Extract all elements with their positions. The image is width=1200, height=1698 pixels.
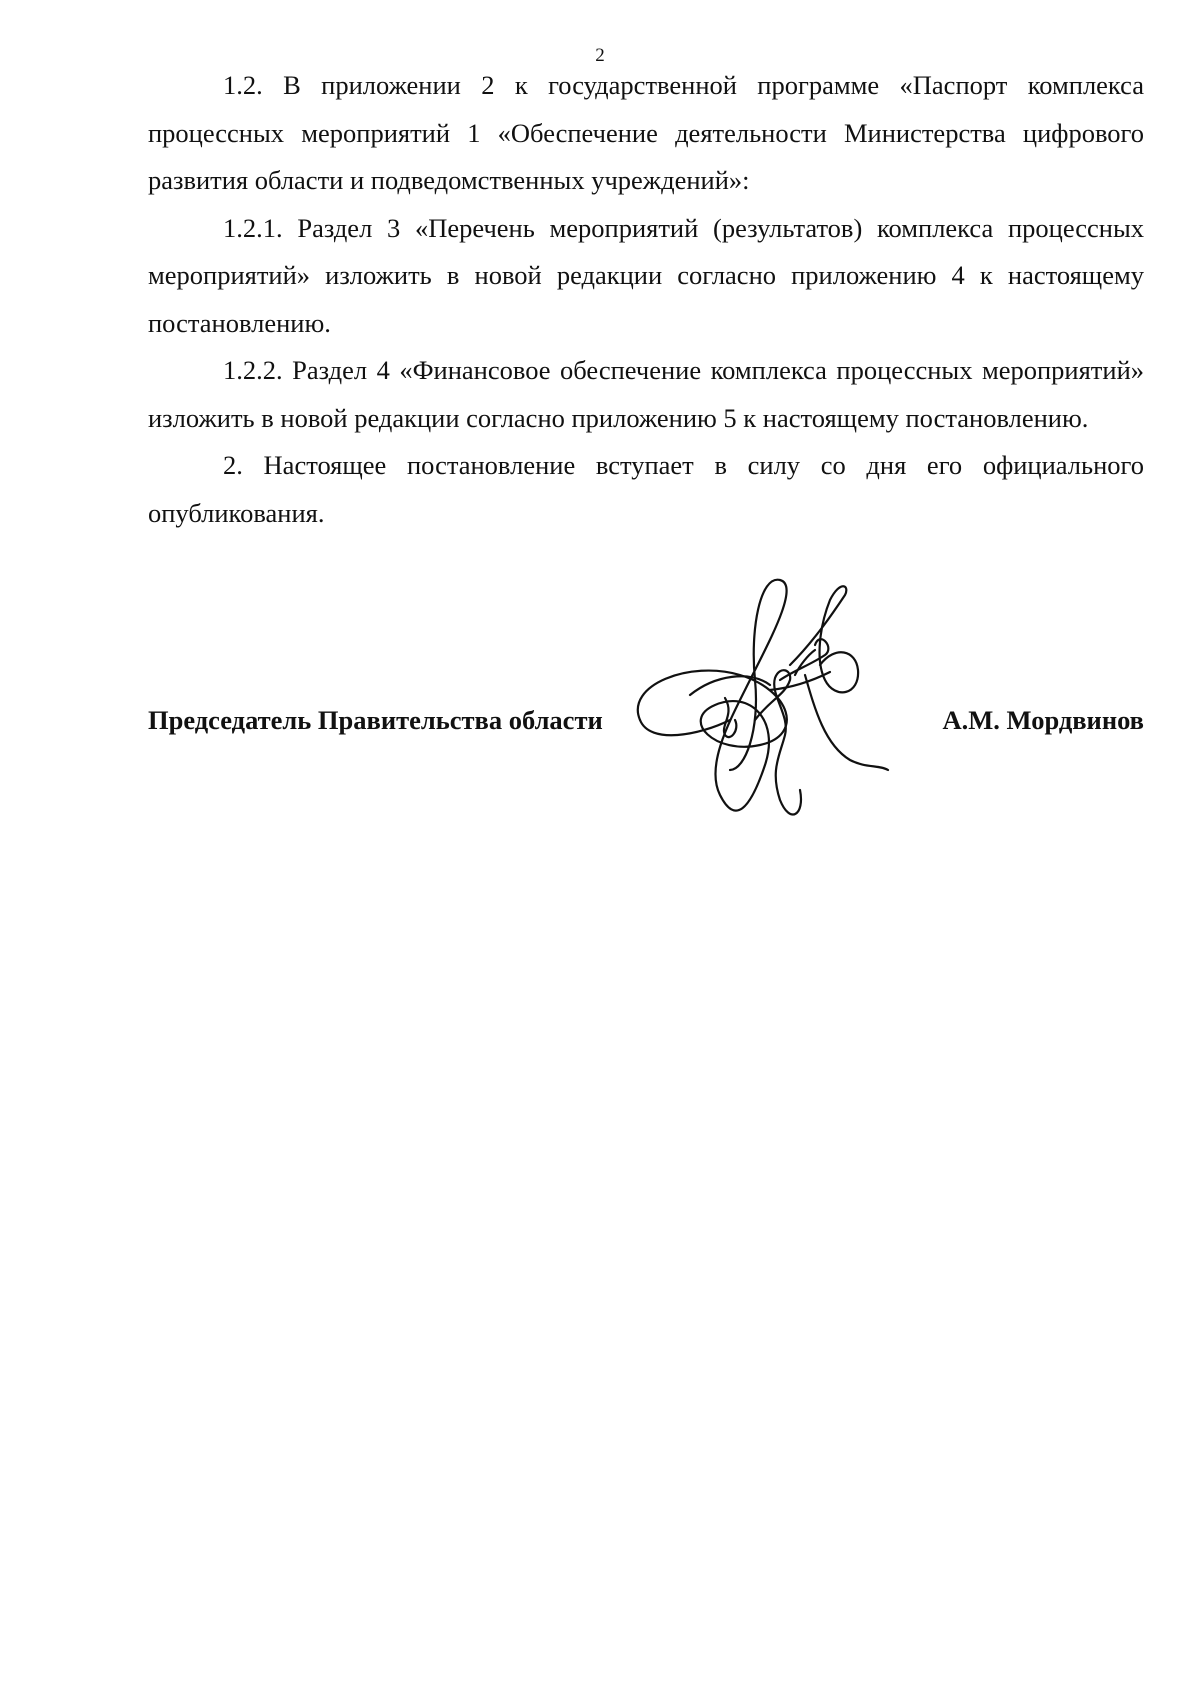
signer-position: Председатель Правительства области bbox=[148, 705, 603, 735]
handwritten-signature bbox=[620, 570, 920, 870]
signer-name: А.М. Мордвинов bbox=[942, 705, 1144, 735]
document-body bbox=[148, 62, 1144, 537]
paragraph-1-2-2: 1.2.2. Раздел 4 «Финансовое обеспечение комплекса процессных мероприятий» изложить в новой редакции согласно приложению 5 к настоящему постановлению. bbox=[148, 355, 1144, 433]
paragraph-1-2: 1.2. В приложении 2 к государственной программе «Паспорт комплекса процессных мероприятий 1 «Обеспечение деятельности Министерства цифрового развития области и подведомственных учреждений»: bbox=[148, 70, 1144, 195]
page-number: 2 bbox=[595, 45, 605, 66]
paragraph-1-2-1: 1.2.1. Раздел 3 «Перечень мероприятий (результатов) комплекса процессных мероприятий» изложить в новой редакции согласно приложению 4 к настоящему постановлению. bbox=[148, 212, 1144, 338]
paragraph-2: 2. Настоящее постановление вступает в силу со дня его официального опубликования. bbox=[148, 450, 1144, 528]
